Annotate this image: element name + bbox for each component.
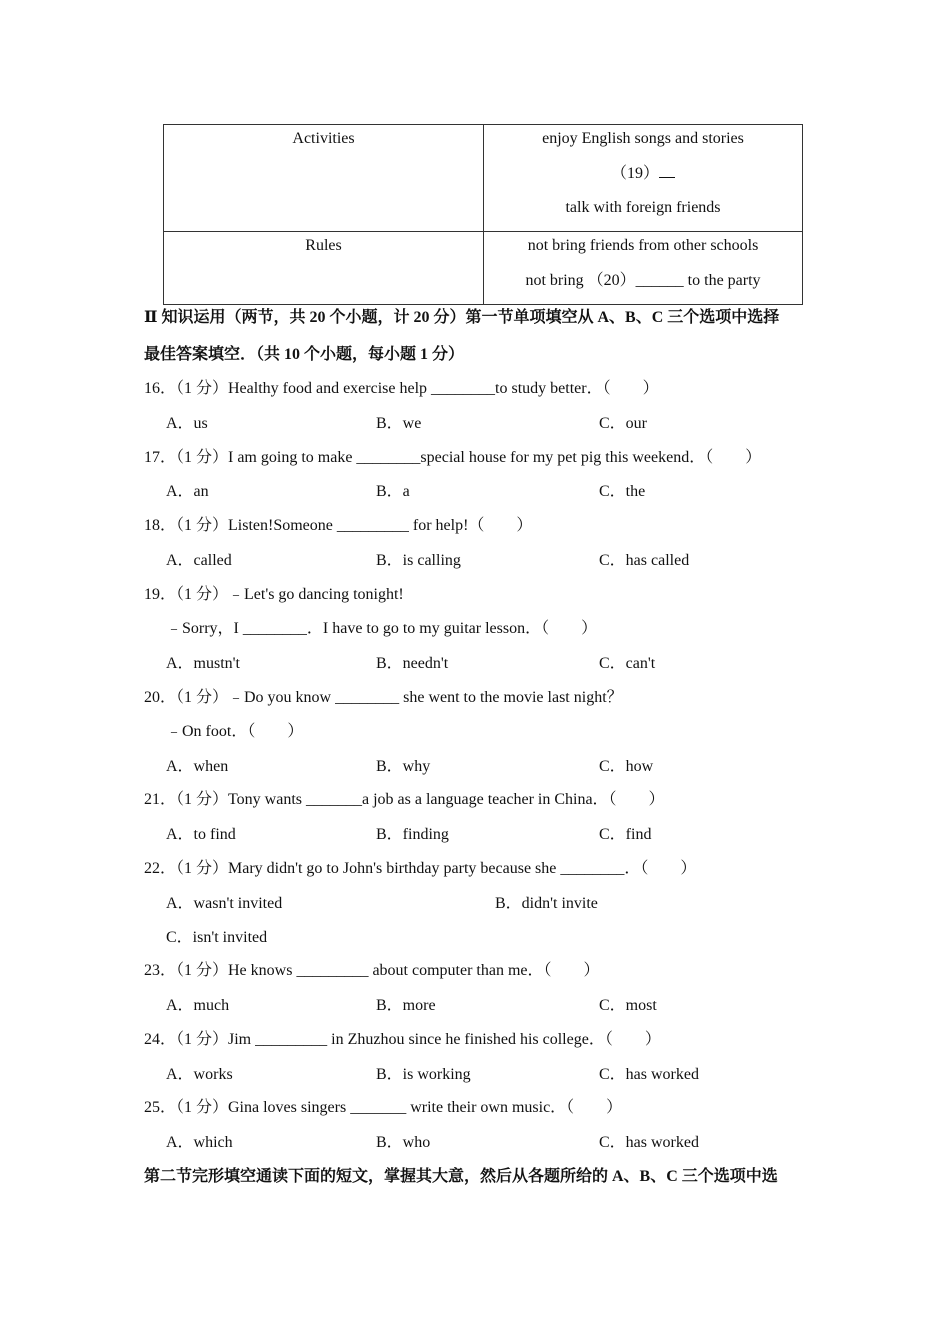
option-c: C．the — [599, 483, 646, 500]
question-stem: 23．（1 分）He knows _________ about computer than me．（ ） — [144, 962, 600, 979]
question-stem-cont: ﹣On foot．（ ） — [166, 723, 304, 740]
option-c: C．has called — [599, 552, 690, 569]
option-a: A．works — [166, 1066, 233, 1083]
option-a: A．to find — [166, 826, 236, 843]
table-row-rules — [164, 232, 803, 305]
option-b: B．is working — [376, 1066, 471, 1083]
question-stem: 25．（1 分）Gina loves singers _______ write their own music．（ ） — [144, 1099, 623, 1116]
section-heading: Ⅱ 知识运用（两节，共 20 个小题，计 20 分）第一节单项填空从 A、B、C 三个选项中选择 — [144, 309, 780, 326]
section-heading-cont: 最佳答案填空．（共 10 个小题，每小题 1 分） — [144, 346, 465, 363]
question-stem: 17．（1 分）I am going to make ________special house for my pet pig this weekend．（ ） — [144, 449, 762, 466]
table-cell-content — [484, 125, 803, 232]
option-b: B．didn't invite — [495, 895, 598, 912]
option-b: B．a — [376, 483, 410, 500]
option-b: B．finding — [376, 826, 449, 843]
table-cell-label — [164, 232, 484, 305]
option-a: A．which — [166, 1134, 233, 1151]
option-c: C．can't — [599, 655, 656, 672]
option-a: A．an — [166, 483, 209, 500]
question-stem: 24．（1 分）Jim _________ in Zhuzhou since he finished his college．（ ） — [144, 1031, 661, 1048]
answer-blank — [659, 163, 675, 178]
option-a: A．much — [166, 997, 230, 1014]
option-c: C．find — [599, 826, 652, 843]
option-a: A．mustn't — [166, 655, 241, 672]
option-b: B．we — [376, 415, 422, 432]
activity-item: talk with foreign friends — [565, 199, 721, 216]
option-c: C．our — [599, 415, 648, 432]
question-stem: 18．（1 分）Listen!Someone _________ for help!（ ） — [144, 517, 533, 534]
option-b: B．is calling — [376, 552, 461, 569]
rule-item: not bring （20）______ to the party — [525, 271, 761, 289]
option-b: B．who — [376, 1134, 431, 1151]
question-stem: 21．（1 分）Tony wants _______a job as a language teacher in China．（ ） — [144, 791, 665, 808]
rule-item: not bring friends from other schools — [527, 237, 759, 254]
option-c: C．how — [599, 758, 654, 775]
option-a: A．when — [166, 758, 229, 775]
option-c: C．has worked — [599, 1066, 699, 1083]
section2-heading: 第二节完形填空通读下面的短文，掌握其大意，然后从各题所给的 A、B、C 三个选项中选 — [144, 1168, 778, 1185]
activities-label: Activities — [292, 130, 355, 147]
activity-item: enjoy English songs and stories — [542, 130, 744, 147]
question-stem: 22．（1 分）Mary didn't go to John's birthday party because she ________．（ ） — [144, 860, 697, 877]
option-a: A．us — [166, 415, 208, 432]
option-c: C．isn't invited — [166, 929, 268, 946]
activity-blank-label: （19） — [610, 164, 659, 182]
activity-item-blank — [484, 160, 802, 195]
option-b: B．more — [376, 997, 436, 1014]
option-c: C．has worked — [599, 1134, 699, 1151]
question-stem: 16．（1 分）Healthy food and exercise help ________to study better．（ ） — [144, 380, 659, 397]
option-c: C．most — [599, 997, 657, 1014]
table-cell-content — [484, 232, 803, 305]
option-a: A．wasn't invited — [166, 895, 283, 912]
question-stem-cont: ﹣Sorry，I ________．I have to go to my guitar lesson．（ ） — [166, 620, 598, 637]
question-stem: 19．（1 分）﹣Let's go dancing tonight! — [144, 586, 404, 603]
option-b: B．why — [376, 758, 431, 775]
question-stem: 20．（1 分）﹣Do you know ________ she went to the movie last night？ — [144, 689, 623, 706]
option-a: A．called — [166, 552, 232, 569]
option-b: B．needn't — [376, 655, 449, 672]
club-info-table — [163, 124, 803, 305]
table-row-activities — [164, 125, 803, 232]
table-cell-label — [164, 125, 484, 232]
rules-label: Rules — [305, 237, 342, 254]
